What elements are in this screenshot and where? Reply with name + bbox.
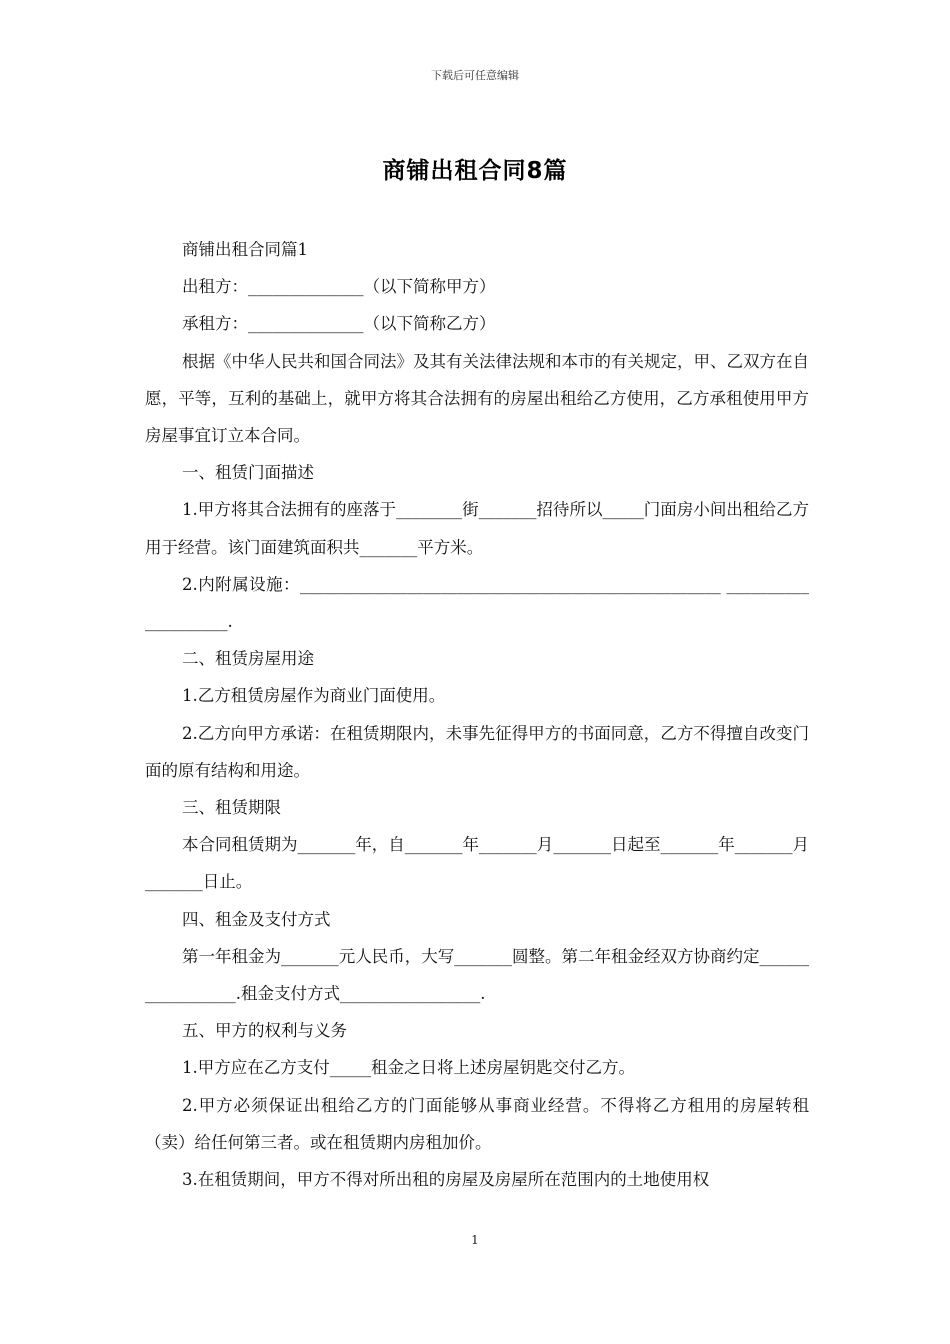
clause-paragraph: 3.在租赁期间，甲方不得对所出租的房屋及房屋所在范围内的土地使用权 — [182, 1170, 710, 1190]
clause-paragraph: 1.甲方应在乙方支付_____租金之日将上述房屋钥匙交付乙方。 — [182, 1058, 635, 1078]
clause-heading: 四、租金及支付方式 — [182, 909, 331, 929]
document-body — [145, 231, 809, 1198]
clause-heading: 一、租赁门面描述 — [182, 463, 314, 483]
document-title: 商铺出租合同8篇 — [382, 158, 568, 184]
clause-paragraph: 本合同租赁期为_______年，自_______年_______月_______日起至_______年_______月_______日止。 — [145, 835, 809, 892]
page-header-note: 下载后可任意编辑 — [431, 69, 519, 82]
preamble-paragraph: 根据《中华人民共和国合同法》及其有关法律法规和本市的有关规定，甲、乙双方在自愿，平等，互利的基础上，就甲方将其合法拥有的房屋出租给乙方使用，乙方承租使用甲方房屋事宜订立本合同。 — [145, 351, 809, 446]
section-heading: 商铺出租合同篇1 — [182, 240, 308, 259]
lessor-line: 出租方：______________（以下简称甲方） — [182, 277, 496, 297]
clause-paragraph: 1.甲方将其合法拥有的座落于________街_______招待所以_____门面房小间出租给乙方用于经营。该门面建筑面积共_______平方米。 — [145, 500, 809, 557]
clause-heading: 五、甲方的权利与义务 — [182, 1021, 347, 1041]
clause-heading: 二、租赁房屋用途 — [182, 649, 314, 669]
clause-paragraph: 2.甲方必须保证出租给乙方的门面能够从事商业经营。不得将乙方租用的房屋转租（卖）给任何第三者。或在租赁期内房租加价。 — [145, 1095, 809, 1152]
clause-heading: 三、租赁期限 — [182, 798, 281, 818]
lessee-line: 承租方：______________（以下简称乙方） — [182, 314, 496, 334]
clause-paragraph: 1.乙方租赁房屋作为商业门面使用。 — [182, 686, 446, 706]
clause-paragraph: 第一年租金为_______元人民币，大写_______圆整。第二年租金经双方协商约定_________________.租金支付方式_________________. — [145, 946, 809, 1004]
page-number: 1 — [471, 1233, 479, 1247]
clause-paragraph: 2.乙方向甲方承诺：在租赁期限内，未事先征得甲方的书面同意，乙方不得擅自改变门面的原有结构和用途。 — [145, 723, 809, 780]
clause-paragraph: 2.内附属设施：___________________________________________________ ____________________. — [145, 574, 809, 632]
